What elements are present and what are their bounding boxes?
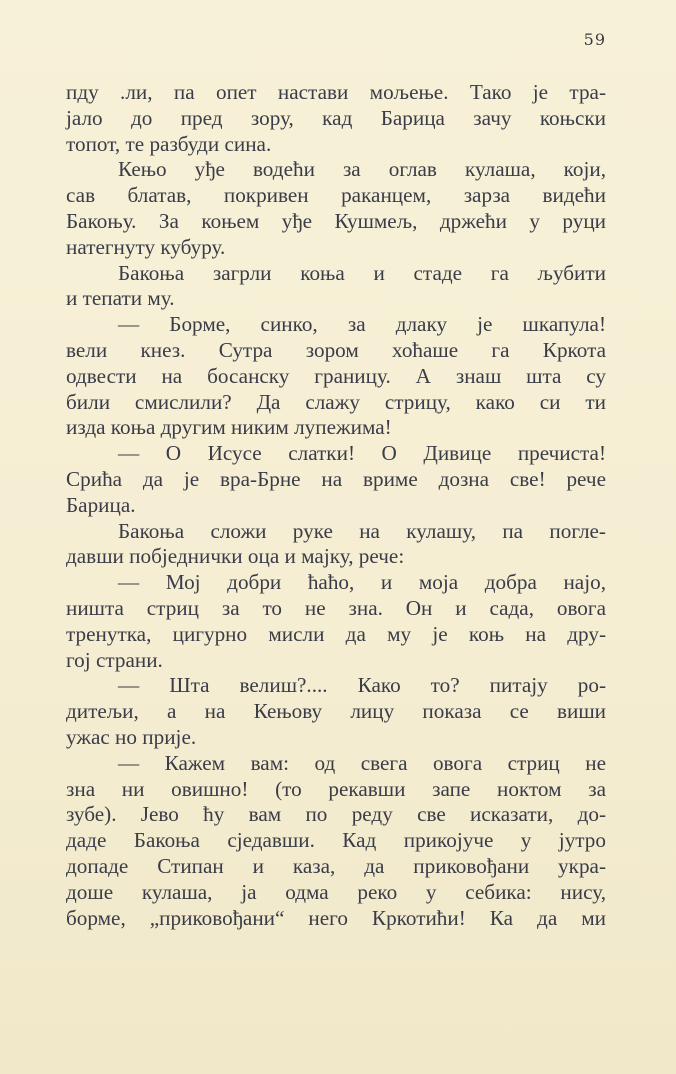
text-line: зубе). Јево ћу вам по реду све исказати, до- — [66, 802, 606, 827]
text-line: Бакоњу. За коњем уђе Кушмељ, држећи у руци — [66, 208, 606, 233]
text-line: — О Исусе слатки! О Дивице пречиста! — [118, 441, 606, 466]
text-line: ужас но прије. — [66, 724, 197, 749]
text-line: давши побједнички оца и мајку, рече: — [66, 544, 405, 569]
text-line: били смислили? Да слажу стрицу, како си ти — [66, 389, 606, 414]
text-line: тренутка, цигурно мисли да му је коњ на дру- — [66, 621, 606, 646]
text-line: — Кажем вам: од свега овога стриц не — [118, 750, 606, 775]
text-line: и тепати му. — [66, 286, 175, 311]
body-text — [66, 80, 606, 931]
text-line: Кењо уђе водећи за оглав кулаша, који, — [118, 157, 606, 182]
text-line: — Мој добри ћаћо, и моја добра најо, — [118, 570, 606, 595]
text-line: одвести на босанску границу. А знаш шта су — [66, 363, 606, 388]
text-line: допаде Стипан и каза, да приковођани укра- — [66, 853, 606, 878]
text-line: пду .ли, па опет настави мољење. Тако је тра- — [66, 80, 606, 104]
text-line: Бакоња сложи руке на кулашу, па погле- — [118, 518, 606, 543]
page-number: 59 — [583, 30, 606, 49]
text-line: изда коња другим никим лупежима! — [66, 415, 392, 440]
text-line: — Борме, синко, за длаку је шкапула! — [118, 312, 606, 337]
text-line: топот, те разбуди сина. — [66, 131, 272, 156]
text-line: Срића да је вра-Брне на вриме дозна све! рече — [66, 466, 606, 491]
text-line: Бакоња загрли коња и стаде га љубити — [118, 260, 606, 285]
text-line: гој страни. — [66, 647, 163, 672]
text-line: борме, „приковођани“ него Кркотићи! Ка да ми — [66, 905, 606, 930]
text-line: дитељи, а на Кењову лицу показа се виши — [66, 699, 606, 724]
text-line: натегнуту кубуру. — [66, 234, 226, 259]
text-line: јало до пред зору, кад Барица зачу коњски — [66, 105, 606, 130]
text-line: — Шта велиш?.... Како то? питају ро- — [118, 673, 606, 698]
text-line: вели кнез. Сутра зором хоћаше га Кркота — [66, 337, 606, 362]
text-line: Барица. — [66, 492, 136, 517]
text-line: доше кулаша, ја одма реко у себика: нису, — [66, 879, 606, 904]
text-line: зна ни овишно! (то рекавши запе ноктом за — [66, 776, 606, 801]
text-line: сав блатав, покривен раканцем, зарза видећи — [66, 183, 606, 208]
text-line: даде Бакоња сједавши. Кад прикојуче у јутро — [66, 828, 606, 853]
text-line: ништа стриц за то не зна. Он и сада, овога — [66, 595, 606, 620]
